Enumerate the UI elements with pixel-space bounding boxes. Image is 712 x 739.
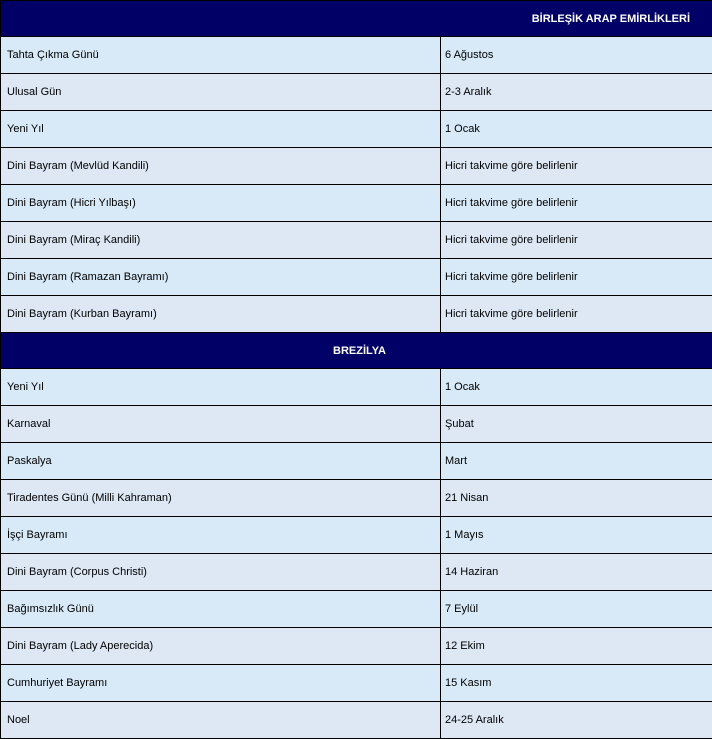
holiday-name-cell: Paskalya bbox=[1, 443, 441, 480]
table-row bbox=[1, 480, 712, 517]
holiday-date-cell: Hicri takvime göre belirlenir bbox=[441, 222, 712, 259]
table-row bbox=[1, 554, 712, 591]
holiday-date-cell: Şubat bbox=[441, 406, 712, 443]
holiday-name-cell: Dini Bayram (Lady Aperecida) bbox=[1, 628, 441, 665]
holiday-date-cell: 12 Ekim bbox=[441, 628, 712, 665]
holiday-date-cell: 1 Mayıs bbox=[441, 517, 712, 554]
holiday-name-cell: Tahta Çıkma Günü bbox=[1, 37, 441, 74]
holiday-date-cell: 24-25 Aralık bbox=[441, 702, 712, 739]
table-row bbox=[1, 406, 712, 443]
holiday-name-cell: Dini Bayram (Miraç Kandili) bbox=[1, 222, 441, 259]
holiday-name-cell: Karnaval bbox=[1, 406, 441, 443]
holiday-date-cell: 1 Ocak bbox=[441, 369, 712, 406]
country-header-row bbox=[1, 1, 712, 37]
holiday-name-cell: Yeni Yıl bbox=[1, 369, 441, 406]
holiday-name-cell: Cumhuriyet Bayramı bbox=[1, 665, 441, 702]
holiday-name-cell: Dini Bayram (Hicri Yılbaşı) bbox=[1, 185, 441, 222]
holiday-date-cell: Hicri takvime göre belirlenir bbox=[441, 296, 712, 333]
holiday-name-cell: Dini Bayram (Kurban Bayramı) bbox=[1, 296, 441, 333]
holiday-name-cell: Dini Bayram (Ramazan Bayramı) bbox=[1, 259, 441, 296]
holiday-date-cell: Mart bbox=[441, 443, 712, 480]
holiday-name-cell: Tiradentes Günü (Milli Kahraman) bbox=[1, 480, 441, 517]
table-row bbox=[1, 591, 712, 628]
table-row bbox=[1, 296, 712, 333]
country-header-row bbox=[1, 333, 712, 369]
holiday-date-cell: 21 Nisan bbox=[441, 480, 712, 517]
holiday-name-cell: Dini Bayram (Corpus Christi) bbox=[1, 554, 441, 591]
table-row bbox=[1, 702, 712, 739]
table-row bbox=[1, 37, 712, 74]
holiday-name-cell: Bağımsızlık Günü bbox=[1, 591, 441, 628]
table-row bbox=[1, 148, 712, 185]
holiday-date-cell: 6 Ağustos bbox=[441, 37, 712, 74]
holiday-date-cell: 1 Ocak bbox=[441, 111, 712, 148]
holiday-date-cell: Hicri takvime göre belirlenir bbox=[441, 148, 712, 185]
holiday-date-cell: 7 Eylül bbox=[441, 591, 712, 628]
country-title: BİRLEŞİK ARAP EMİRLİKLERİ bbox=[1, 1, 712, 37]
table-row bbox=[1, 259, 712, 296]
holiday-date-cell: 14 Haziran bbox=[441, 554, 712, 591]
holiday-name-cell: İşçi Bayramı bbox=[1, 517, 441, 554]
country-title: BREZİLYA bbox=[1, 333, 712, 369]
table-row bbox=[1, 111, 712, 148]
holiday-date-cell: 2-3 Aralık bbox=[441, 74, 712, 111]
holiday-name-cell: Noel bbox=[1, 702, 441, 739]
table-row bbox=[1, 185, 712, 222]
table-row bbox=[1, 628, 712, 665]
table-row bbox=[1, 517, 712, 554]
holidays-table-body bbox=[1, 1, 712, 739]
holiday-date-cell: Hicri takvime göre belirlenir bbox=[441, 259, 712, 296]
table-row bbox=[1, 74, 712, 111]
holiday-name-cell: Yeni Yıl bbox=[1, 111, 441, 148]
holiday-date-cell: 15 Kasım bbox=[441, 665, 712, 702]
holiday-name-cell: Dini Bayram (Mevlüd Kandili) bbox=[1, 148, 441, 185]
table-row bbox=[1, 665, 712, 702]
holiday-name-cell: Ulusal Gün bbox=[1, 74, 441, 111]
table-row bbox=[1, 369, 712, 406]
table-row bbox=[1, 443, 712, 480]
table-row bbox=[1, 222, 712, 259]
holiday-date-cell: Hicri takvime göre belirlenir bbox=[441, 185, 712, 222]
